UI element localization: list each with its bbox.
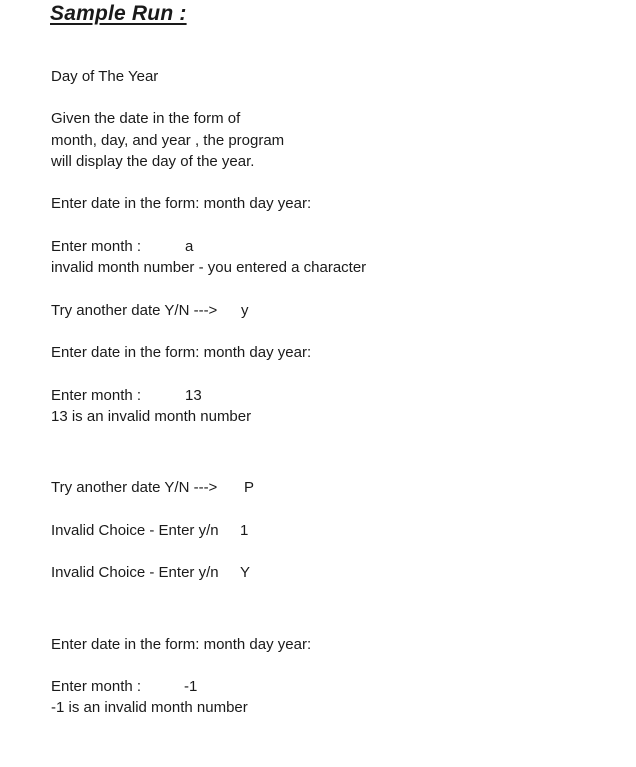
month-prompt-2: Enter month : <box>51 387 142 404</box>
description-line-2: month, day, and year , the program <box>51 132 285 149</box>
error-message-1: invalid month number - you entered a character <box>51 259 367 276</box>
error-message-2: 13 is an invalid month number <box>51 408 252 425</box>
description-line-1: Given the date in the form of <box>51 110 241 127</box>
description-line-3: will display the day of the year. <box>51 153 255 170</box>
date-format-prompt-3: Enter date in the form: month day year: <box>51 636 312 653</box>
month-input-3: -1 <box>184 678 198 695</box>
retry-prompt-2: Try another date Y/N ---> <box>51 479 218 496</box>
program-title: Day of The Year <box>51 68 159 85</box>
invalid-choice-input-2: Y <box>240 564 251 581</box>
date-format-prompt-1: Enter date in the form: month day year: <box>51 195 312 212</box>
month-prompt-3: Enter month : <box>51 678 142 695</box>
invalid-choice-prompt-2: Invalid Choice - Enter y/n <box>51 564 219 581</box>
sample-run-heading: Sample Run : <box>50 2 187 25</box>
month-input-1: a <box>185 238 194 255</box>
error-message-3: -1 is an invalid month number <box>51 699 248 716</box>
retry-prompt-1: Try another date Y/N ---> <box>51 302 218 319</box>
retry-input-1: y <box>241 302 249 319</box>
month-prompt-1: Enter month : <box>51 238 142 255</box>
invalid-choice-input-1: 1 <box>240 522 249 539</box>
retry-input-2: P <box>244 479 255 496</box>
month-input-2: 13 <box>185 387 202 404</box>
date-format-prompt-2: Enter date in the form: month day year: <box>51 344 312 361</box>
invalid-choice-prompt-1: Invalid Choice - Enter y/n <box>51 522 219 539</box>
